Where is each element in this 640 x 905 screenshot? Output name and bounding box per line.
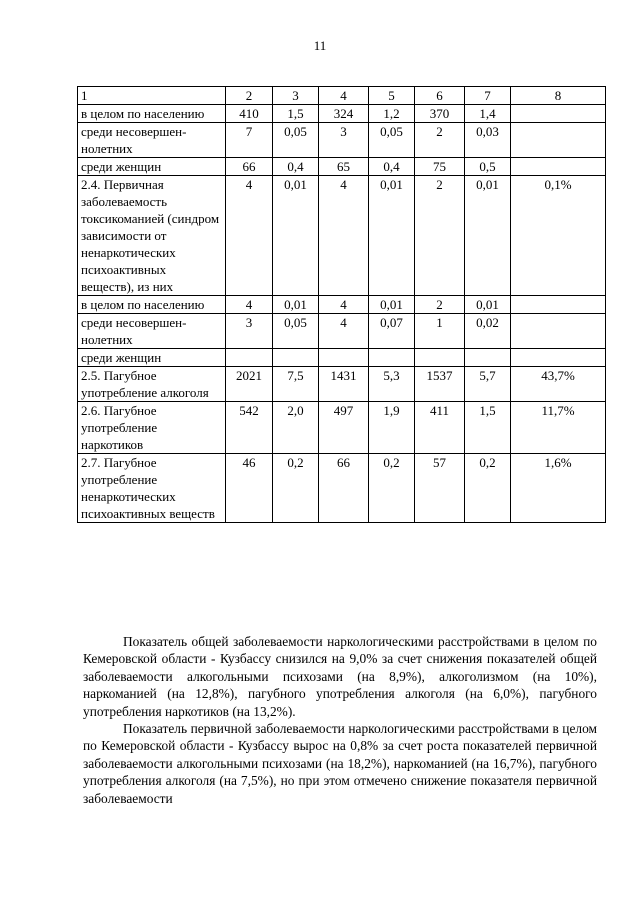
value-cell: 324 <box>319 105 369 123</box>
value-cell <box>415 349 465 367</box>
value-cell: 542 <box>226 402 273 454</box>
value-cell <box>511 296 606 314</box>
row-label-cell: в целом по населению <box>78 296 226 314</box>
value-cell: 411 <box>415 402 465 454</box>
value-cell: 0,01 <box>273 296 319 314</box>
value-cell: 43,7% <box>511 367 606 402</box>
table-row <box>78 296 606 314</box>
value-cell <box>369 349 415 367</box>
value-cell: 1 <box>415 314 465 349</box>
value-cell: 4 <box>226 296 273 314</box>
value-cell: 11,7% <box>511 402 606 454</box>
table-row <box>78 158 606 176</box>
table-row <box>78 402 606 454</box>
row-label-cell: среди несовершен-нолетних <box>78 314 226 349</box>
column-number-cell: 3 <box>273 87 319 105</box>
page-number: 11 <box>313 38 327 53</box>
column-number-cell: 5 <box>369 87 415 105</box>
value-cell: 0,4 <box>369 158 415 176</box>
value-cell <box>511 105 606 123</box>
value-cell <box>226 349 273 367</box>
value-cell <box>511 123 606 158</box>
value-cell: 0,5 <box>465 158 511 176</box>
value-cell: 0,03 <box>465 123 511 158</box>
value-cell: 7 <box>226 123 273 158</box>
row-label-cell: среди несовершен-нолетних <box>78 123 226 158</box>
value-cell: 1,5 <box>273 105 319 123</box>
value-cell: 0,2 <box>465 454 511 523</box>
body-text <box>83 633 597 807</box>
row-label-cell: 2.4. Первичная заболеваемость токсикоманией (синдром зависимости от ненаркотических психоактивных веществ), из них <box>78 176 226 296</box>
value-cell <box>511 158 606 176</box>
value-cell: 1,4 <box>465 105 511 123</box>
table-header-row <box>78 87 606 105</box>
column-number-cell: 6 <box>415 87 465 105</box>
column-number-cell: 1 <box>78 87 226 105</box>
column-number-cell: 7 <box>465 87 511 105</box>
statistics-table <box>77 86 606 523</box>
value-cell: 370 <box>415 105 465 123</box>
value-cell: 497 <box>319 402 369 454</box>
table-row <box>78 105 606 123</box>
value-cell: 0,05 <box>369 123 415 158</box>
value-cell: 4 <box>226 176 273 296</box>
column-number-cell: 2 <box>226 87 273 105</box>
value-cell: 66 <box>226 158 273 176</box>
value-cell: 0,01 <box>465 296 511 314</box>
value-cell <box>465 349 511 367</box>
value-cell: 0,05 <box>273 314 319 349</box>
value-cell: 66 <box>319 454 369 523</box>
table-row <box>78 314 606 349</box>
row-label-cell: среди женщин <box>78 349 226 367</box>
table-row <box>78 367 606 402</box>
paragraph: Показатель первичной заболеваемости наркологическими расстройствами в целом по Кемеровской области - Кузбассу вырос на 0,8% за счет роста показателей первичной заболеваемости алкогольными психозами (на 18,2%), наркоманией (на 16,7%), пагубного употребления алкоголя (на 7,5%), но при этом отмечено снижение показателя первичной заболеваемости <box>83 721 597 806</box>
table-row <box>78 349 606 367</box>
value-cell: 0,01 <box>273 176 319 296</box>
row-label-cell: в целом по населению <box>78 105 226 123</box>
value-cell <box>273 349 319 367</box>
value-cell: 4 <box>319 176 369 296</box>
value-cell: 75 <box>415 158 465 176</box>
value-cell: 0,01 <box>369 176 415 296</box>
value-cell: 0,2 <box>273 454 319 523</box>
value-cell: 2 <box>415 296 465 314</box>
value-cell: 4 <box>319 296 369 314</box>
column-number-cell: 4 <box>319 87 369 105</box>
row-label-cell: 2.5. Пагубное употребление алкоголя <box>78 367 226 402</box>
value-cell: 0,01 <box>369 296 415 314</box>
value-cell: 1537 <box>415 367 465 402</box>
value-cell: 0,2 <box>369 454 415 523</box>
value-cell: 5,7 <box>465 367 511 402</box>
value-cell: 57 <box>415 454 465 523</box>
value-cell: 46 <box>226 454 273 523</box>
value-cell <box>511 314 606 349</box>
row-label-cell: 2.6. Пагубное употребление наркотиков <box>78 402 226 454</box>
value-cell: 1,9 <box>369 402 415 454</box>
table-row <box>78 176 606 296</box>
value-cell: 0,1% <box>511 176 606 296</box>
value-cell: 410 <box>226 105 273 123</box>
value-cell: 3 <box>319 123 369 158</box>
table-row <box>78 123 606 158</box>
value-cell: 1,2 <box>369 105 415 123</box>
value-cell: 1431 <box>319 367 369 402</box>
value-cell: 0,4 <box>273 158 319 176</box>
row-label-cell: 2.7. Пагубное употребление ненаркотических психоактивных веществ <box>78 454 226 523</box>
paragraph: Показатель общей заболеваемости наркологическими расстройствами в целом по Кемеровской области - Кузбассу снизился на 9,0% за счет снижения показателей общей заболеваемости алкогольными психозами (на 8,9%), алкоголизмом (на 10%), наркоманией (на 12,8%), пагубного употребления алкоголя (на 6,0%), пагубного употребления наркотиков (на 13,2%). <box>83 634 597 719</box>
table-row <box>78 454 606 523</box>
value-cell: 65 <box>319 158 369 176</box>
value-cell: 7,5 <box>273 367 319 402</box>
value-cell: 4 <box>319 314 369 349</box>
value-cell: 0,02 <box>465 314 511 349</box>
value-cell: 0,07 <box>369 314 415 349</box>
value-cell: 0,01 <box>465 176 511 296</box>
value-cell <box>319 349 369 367</box>
value-cell: 0,05 <box>273 123 319 158</box>
value-cell <box>511 349 606 367</box>
value-cell: 2021 <box>226 367 273 402</box>
value-cell: 3 <box>226 314 273 349</box>
value-cell: 1,6% <box>511 454 606 523</box>
value-cell: 5,3 <box>369 367 415 402</box>
value-cell: 1,5 <box>465 402 511 454</box>
value-cell: 2,0 <box>273 402 319 454</box>
column-number-cell: 8 <box>511 87 606 105</box>
value-cell: 2 <box>415 176 465 296</box>
row-label-cell: среди женщин <box>78 158 226 176</box>
value-cell: 2 <box>415 123 465 158</box>
